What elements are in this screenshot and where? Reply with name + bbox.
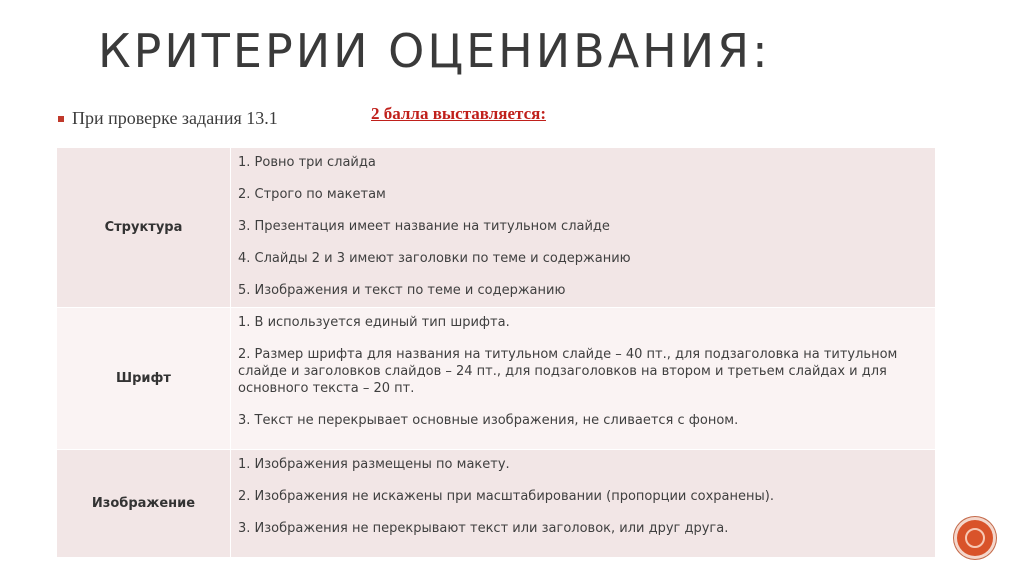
criteria-item: 2. Размер шрифта для названия на титульном слайде – 40 пт., для подзаголовка на титульном слайде и заголовков слайдов – 24 пт., для подзаголовков на втором и третьем слайдах и для основного текста – 20 пт. [238, 347, 898, 396]
criteria-items [231, 308, 936, 450]
criteria-item: 2. Изображения не искажены при масштабировании (пропорции сохранены). [238, 489, 774, 504]
criteria-item: 3. Изображения не перекрывают текст или заголовок, или друг друга. [238, 521, 729, 536]
criteria-item: 1. В используется единый тип шрифта. [238, 315, 510, 330]
criteria-item: 1. Изображения размещены по макету. [238, 457, 510, 472]
criteria-items [231, 450, 936, 558]
criteria-item: 3. Презентация имеет название на титульном слайде [238, 219, 610, 234]
criteria-item: 3. Текст не перекрывает основные изображения, не сливается с фоном. [238, 413, 739, 428]
table-row [57, 450, 936, 558]
criteria-item: 1. Ровно три слайда [238, 155, 376, 170]
bullet-item [58, 108, 278, 129]
table-row [57, 308, 936, 450]
criteria-category: Шрифт [57, 308, 231, 450]
score-heading: 2 балла выставляется: [371, 104, 546, 123]
bullet-square-icon [58, 116, 64, 122]
decorative-circle-icon [957, 520, 993, 556]
criteria-category: Структура [57, 148, 231, 308]
slide-title: КРИТЕРИИ ОЦЕНИВАНИЯ: [98, 24, 771, 78]
criteria-table [56, 147, 936, 558]
bullet-text: При проверке задания 13.1 [72, 108, 278, 128]
criteria-item: 5. Изображения и текст по теме и содержанию [238, 283, 566, 298]
criteria-items [231, 148, 936, 308]
criteria-item: 4. Слайды 2 и 3 имеют заголовки по теме и содержанию [238, 251, 631, 266]
decorative-ring [965, 528, 985, 548]
criteria-item: 2. Строго по макетам [238, 187, 386, 202]
criteria-category: Изображение [57, 450, 231, 558]
table-row [57, 148, 936, 308]
